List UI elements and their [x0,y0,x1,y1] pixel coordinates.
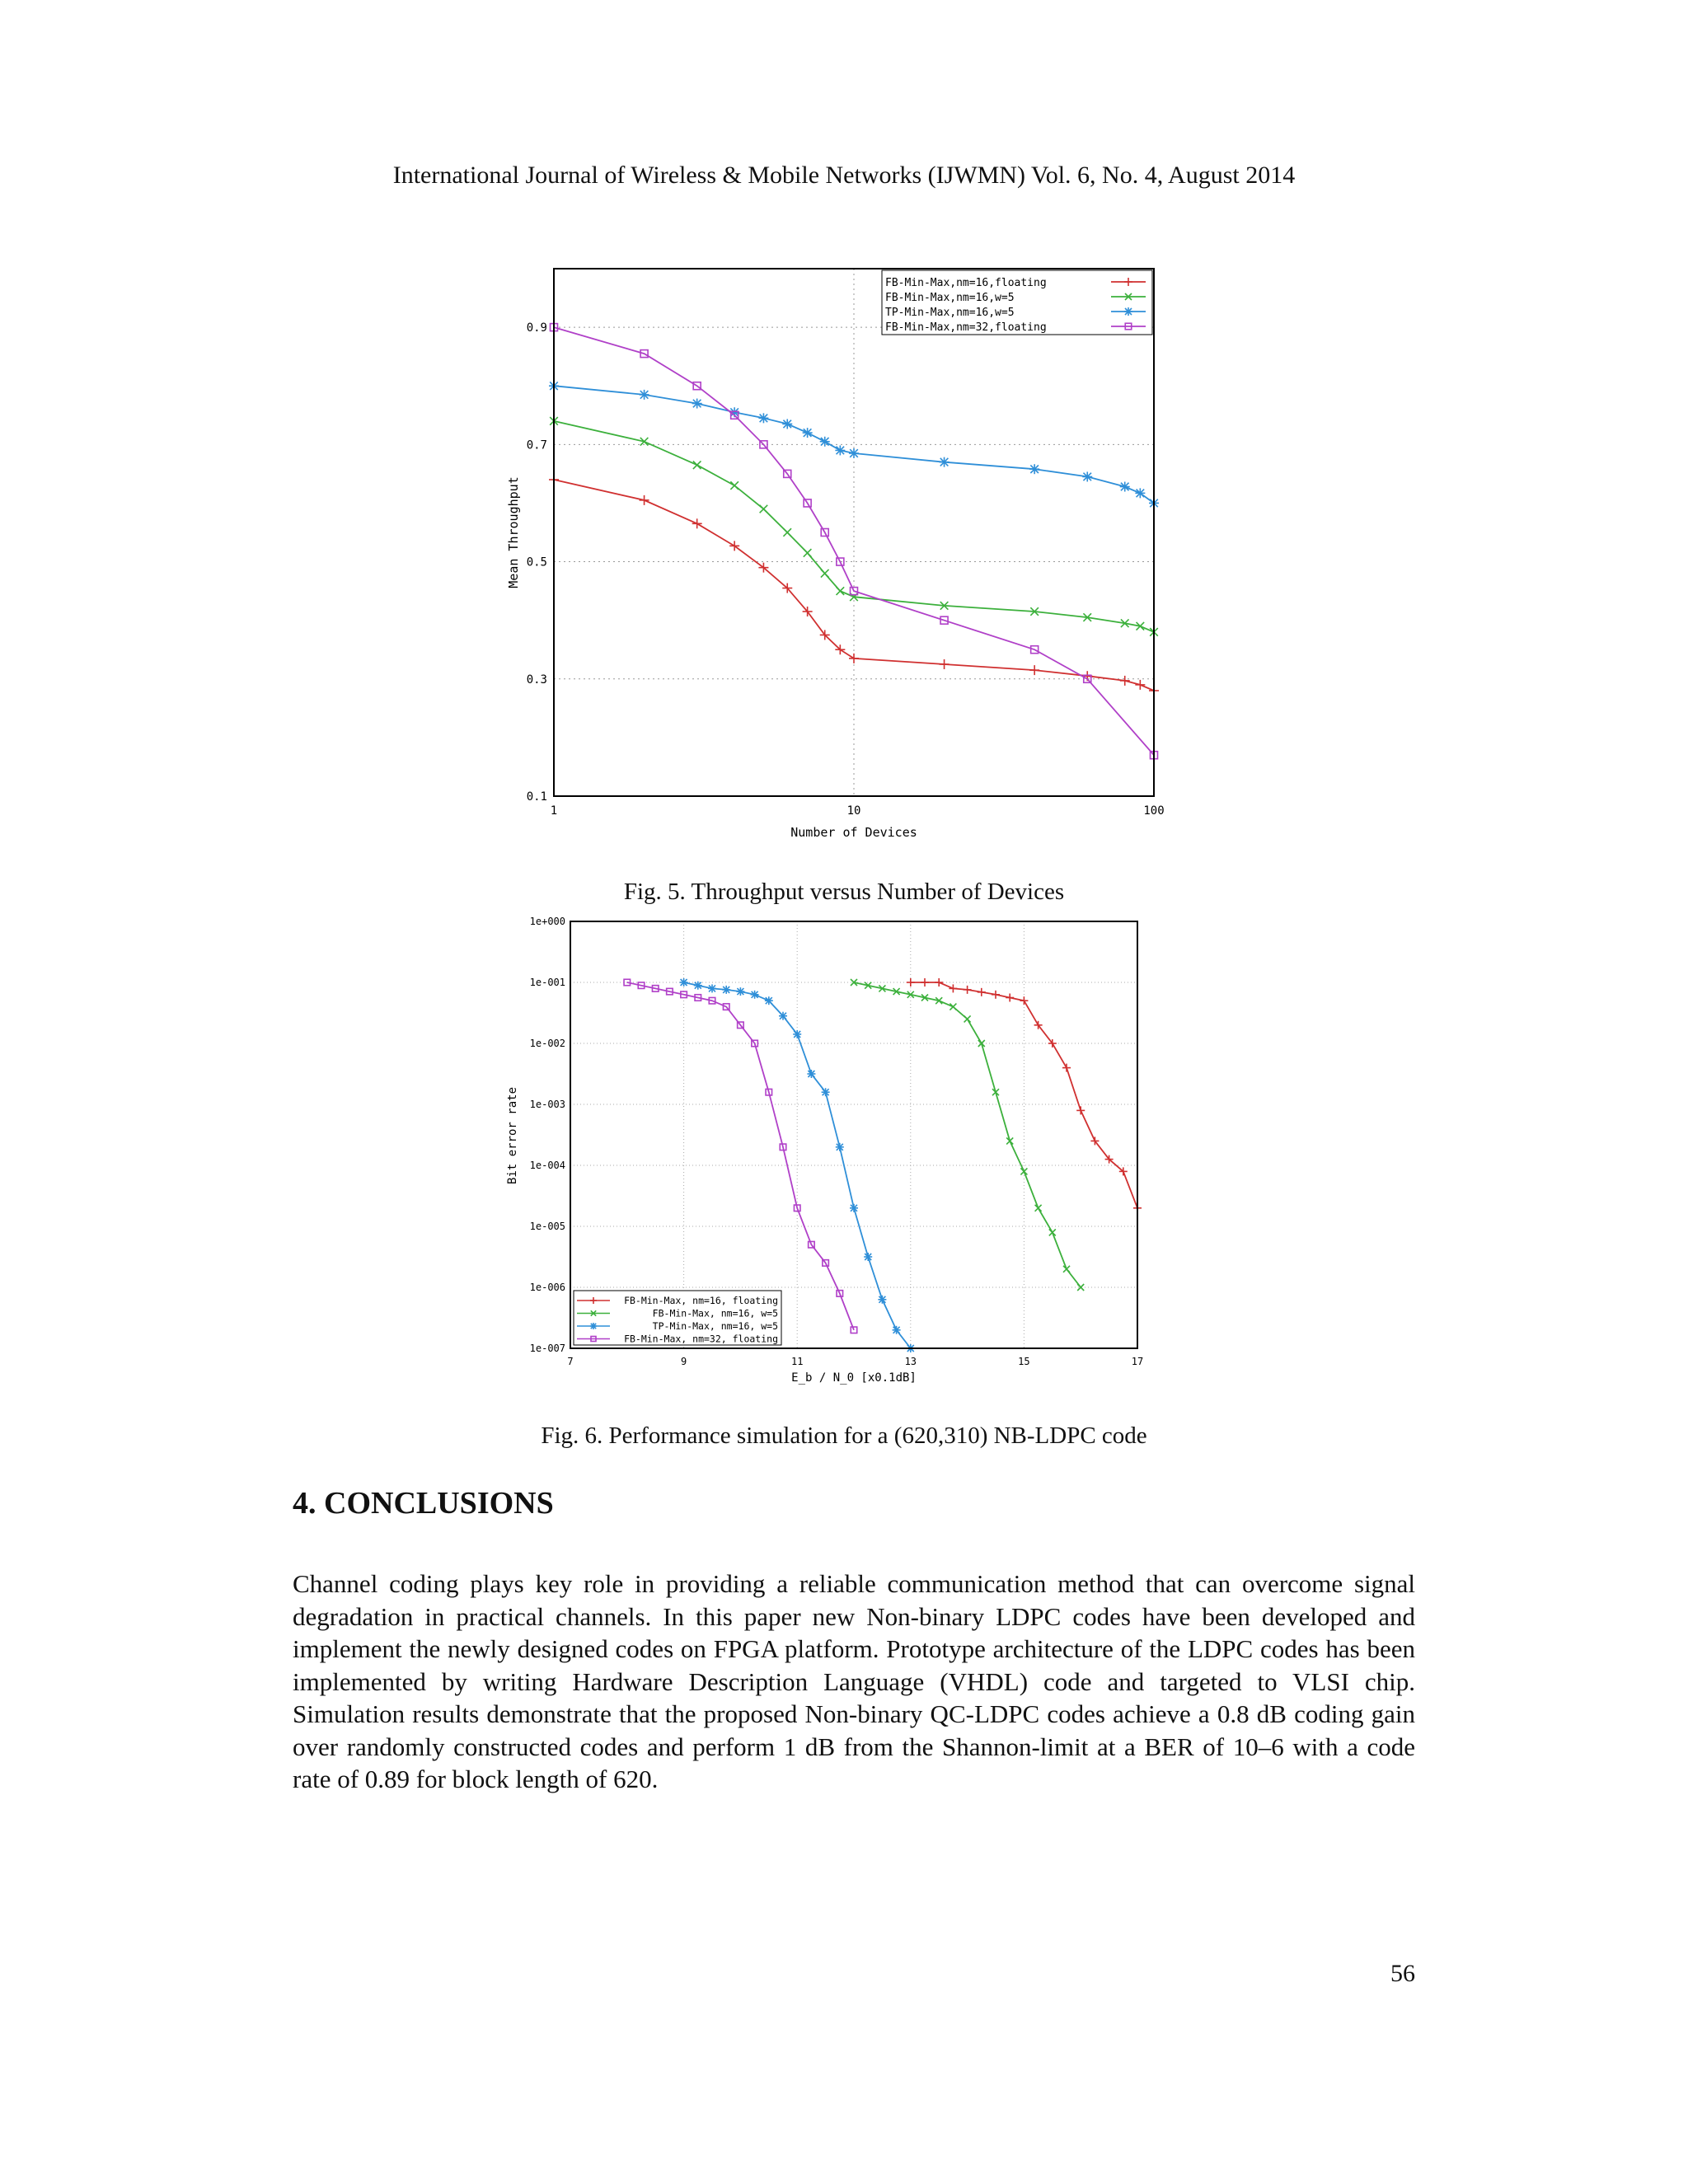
data-point [950,1004,956,1010]
x-tick-label: 1 [550,804,558,818]
data-point [878,1296,886,1304]
x-tick-label: 10 [846,804,861,818]
data-point [1124,307,1132,316]
data-point [680,978,688,987]
section-heading [293,1485,554,1521]
data-point [758,413,768,423]
x-tick-label: 11 [790,1356,804,1367]
data-point [640,495,649,505]
legend-label: FB-Min-Max, nm=32, floating [624,1333,778,1345]
legend-label: FB-Min-Max, nm=16, w=5 [652,1307,778,1319]
data-point [793,1030,801,1038]
data-point [783,528,791,537]
data-point [693,461,701,469]
data-point [640,390,649,400]
data-point [1120,482,1130,492]
chart-gridlines [554,269,1154,796]
chart-tick-labels [527,321,1165,818]
data-point [779,1012,787,1020]
data-point [1135,488,1145,498]
y-tick-label: 0.7 [526,438,547,452]
legend-label: TP-Min-Max,nm=16,w=5 [885,307,1015,319]
y-tick-label: 0.9 [526,321,547,335]
section-number: 4. [293,1486,324,1521]
y-tick-label: 1e-007 [529,1343,565,1354]
data-point [893,1326,901,1334]
data-point [836,1143,844,1151]
y-tick-label: 0.3 [526,673,547,687]
running-header: International Journal of Wireless & Mobile Networks (IJWMN) Vol. 6, No. 4, August 2014 [392,162,1296,189]
data-point [722,986,730,994]
x-tick-label: 9 [680,1356,687,1367]
data-point [765,996,773,1005]
marker-stroke [851,1327,857,1333]
chart-legend [574,1291,781,1345]
data-point [730,481,738,490]
x-tick-label: 7 [567,1356,574,1367]
y-tick-label: 1e-001 [529,977,565,988]
data-point [864,1253,872,1261]
section-title-rest: ONCLUSIONS [346,1486,554,1521]
series-1 [907,978,1142,1212]
y-tick-label: 1e-004 [529,1160,565,1171]
data-point [821,569,829,578]
section-title-initial: C [324,1486,347,1521]
data-point [1020,996,1028,1005]
data-point [760,505,768,513]
y-tick-label: 1e-005 [529,1221,565,1232]
data-point [1076,1106,1085,1114]
data-point [1135,680,1145,690]
data-point [978,988,986,996]
y-axis-label: Mean Throughput [506,476,521,588]
y-tick-label: 1e-003 [529,1099,565,1110]
data-point [803,428,813,438]
y-axis-label: Bit error rate [506,1086,519,1185]
data-point [751,991,759,999]
conclusions-paragraph: Channel coding plays key role in providing a reliable communication method that can overcome signal degradation in practical channels. In this paper new Non-binary LDPC codes have been developed and implement the newly designed codes on FPGA platform. Prototype architecture of the LDPC codes has been implemented by writing Hardware Description Language (VHDL) code and targeted to VLSI chip. Simulation results demonstrate that the proposed Non-binary QC-LDPC codes achieve a 0.8 dB coding gain over randomly constructed codes and perform 1 dB from the Shannon-limit at a BER of 10–6 with a code rate of 0.89 for block length of 620. [293,1569,1415,1793]
data-point [907,978,915,987]
data-point [850,1204,858,1212]
data-point [992,991,1000,999]
data-point [940,457,950,467]
y-tick-label: 1e-002 [529,1038,565,1049]
x-tick-label: 17 [1131,1356,1144,1367]
data-point [1006,994,1014,1002]
data-point [807,1070,815,1078]
data-point [940,659,950,669]
x-tick-label: 13 [904,1356,917,1367]
series-2 [851,979,1084,1291]
legend-label: FB-Min-Max,nm=16,floating [885,277,1047,289]
chart-legend [882,270,1152,335]
data-point [782,419,792,429]
data-point [837,587,845,595]
data-point [708,984,716,992]
data-point [736,987,744,996]
data-point [1082,471,1092,481]
data-point [694,982,702,990]
data-point [835,445,845,455]
data-point [590,1323,597,1329]
data-point [1035,1205,1042,1212]
legend-label: FB-Min-Max,nm=32,floating [885,321,1047,334]
data-point [964,1015,971,1022]
y-tick-label: 1e-006 [529,1282,565,1293]
data-point [949,984,957,992]
page-number: 56 [1390,1960,1415,1987]
legend-label: TP-Min-Max, nm=16, w=5 [652,1320,778,1332]
legend-label: FB-Min-Max,nm=16,w=5 [885,292,1015,304]
figure-6-caption: Fig. 6. Performance simulation for a (620,310) NB-LDPC code [541,1422,1147,1449]
y-tick-label: 0.5 [526,555,547,569]
figure-5-throughput-chart [495,262,1170,847]
data-point [804,549,812,557]
data-point [1029,464,1039,474]
data-point [1062,1064,1071,1072]
figure-6-ber-chart [495,913,1170,1398]
series-line [911,982,1137,1208]
data-point [1049,1229,1056,1235]
x-axis-label: Number of Devices [790,825,917,840]
legend-label: FB-Min-Max, nm=16, floating [624,1295,778,1306]
data-point [822,1088,830,1096]
data-point [849,654,859,663]
data-point [851,1327,857,1333]
data-point [964,986,972,994]
x-axis-label: E_b / N_0 [x0.1dB] [791,1371,917,1385]
data-point [692,399,702,409]
y-tick-label: 0.1 [526,790,547,804]
y-tick-label: 1e+000 [529,916,565,927]
figure-5-caption: Fig. 5. Throughput versus Number of Devices [623,879,1065,905]
series-line [854,982,1081,1287]
data-point [849,448,859,458]
x-tick-label: 15 [1018,1356,1030,1367]
x-tick-label: 100 [1143,804,1165,818]
data-point [692,518,702,528]
data-point [1120,676,1130,686]
data-point [935,978,943,987]
data-point [1063,1266,1070,1272]
data-point [921,978,929,987]
series-4 [624,979,857,1333]
series-line [627,982,854,1330]
data-point [1029,665,1039,675]
data-point [820,437,830,447]
